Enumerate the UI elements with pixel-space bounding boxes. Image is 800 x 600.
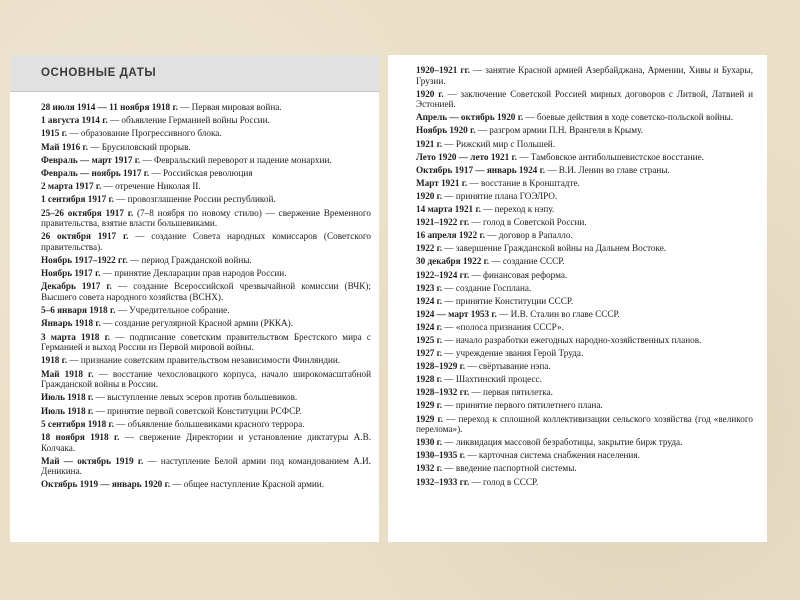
date-entry <box>416 256 753 267</box>
date-entry <box>416 463 753 474</box>
date-entry <box>41 268 371 279</box>
entry-text: — свёртывание нэпа. <box>465 361 551 372</box>
entry-date: 1 августа 1914 г. <box>41 115 108 126</box>
date-entry <box>416 374 753 385</box>
entry-text: — введение паспортной системы. <box>442 463 577 474</box>
date-entry <box>41 155 371 166</box>
date-entry <box>416 309 753 320</box>
date-entry <box>41 406 371 417</box>
date-entry <box>416 283 753 294</box>
date-entry <box>41 194 371 205</box>
entry-date: 1925 г. <box>416 334 443 345</box>
header-band <box>10 55 379 92</box>
entry-date: 30 декабря 1922 г. <box>416 256 490 267</box>
date-entry <box>416 361 753 372</box>
entry-date: 1918 г. <box>41 355 68 366</box>
entry-text: — финансовая реформа. <box>469 269 568 280</box>
date-entry <box>416 400 753 411</box>
date-entry <box>416 230 753 241</box>
entry-date: Май 1918 г. <box>41 368 94 379</box>
entry-date: 1915 г. <box>41 128 68 139</box>
entry-text: — принятие плана ГОЭЛРО. <box>442 190 558 201</box>
entry-date: 1932 г. <box>416 463 443 474</box>
entry-date: Ноябрь 1920 г. <box>416 125 476 136</box>
entry-date: Октябрь 1919 — январь 1920 г. <box>41 479 171 490</box>
entry-date: 5–6 января 1918 г. <box>41 305 116 316</box>
entry-text: — боевые действия в ходе советско-польской войны. <box>523 112 734 123</box>
entry-date: 1923 г. <box>416 282 443 293</box>
entry-date: Ноябрь 1917–1922 гг. <box>41 255 128 266</box>
date-entry <box>41 115 371 126</box>
date-entry <box>41 255 371 266</box>
date-entry <box>41 102 371 113</box>
date-entry <box>416 112 753 123</box>
entry-date: Февраль — ноябрь 1917 г. <box>41 167 150 178</box>
date-entry <box>416 152 753 163</box>
entry-text: — создание регулярной Красной армии (РККА). <box>100 318 293 329</box>
entry-date: 1924 — март 1953 г. <box>416 308 497 319</box>
entry-date: 1927 г. <box>416 348 443 359</box>
entry-date: 1929 г. <box>416 400 443 411</box>
date-entry <box>416 335 753 346</box>
entry-text: — выступление левых эсеров против большевиков. <box>93 392 298 403</box>
entry-date: 28 июля 1914 — 11 ноября 1918 г. <box>41 102 178 112</box>
entry-text: — принятие первого пятилетнего плана. <box>442 400 603 411</box>
entry-date: 16 апреля 1922 г. <box>416 230 485 241</box>
date-entry <box>416 437 753 448</box>
date-entry <box>41 369 371 390</box>
entry-text: — занятие Красной армией Азербайджана, Армении, Хивы и Бухары, Грузии. <box>416 65 753 86</box>
entry-text: — Февральский переворот и падение монархии. <box>140 154 332 165</box>
entry-date: Май — октябрь 1919 г. <box>41 455 144 466</box>
entry-text: — Тамбовское антибольшевистское восстание. <box>516 151 704 162</box>
entry-date: 1930–1935 г. <box>416 450 466 461</box>
section-title: ОСНОВНЫЕ ДАТЫ <box>41 67 157 79</box>
date-entry <box>416 387 753 398</box>
left-page <box>10 55 379 542</box>
date-entry <box>416 296 753 307</box>
entry-text: — «полоса признания СССР». <box>442 321 564 332</box>
date-entry <box>416 414 753 435</box>
entry-text: — И.В. Сталин во главе СССР. <box>496 308 620 319</box>
date-entry <box>41 231 371 252</box>
entry-date: 2 марта 1917 г. <box>41 181 102 192</box>
date-entry <box>416 322 753 333</box>
entry-date: 5 сентября 1918 г. <box>41 418 114 429</box>
entry-text: — подписание советским правительством Брестского мира с Германией и выход России из Первой мировой войны. <box>41 331 371 353</box>
right-page <box>388 55 767 542</box>
date-entry <box>41 332 371 353</box>
date-entry <box>416 89 753 110</box>
entry-text: — создание Госплана. <box>442 282 532 293</box>
entry-text: — объявление Германией войны России. <box>107 115 270 126</box>
entry-text: — Брусиловский прорыв. <box>87 141 191 152</box>
date-entry <box>41 392 371 403</box>
entry-date: Июль 1918 г. <box>41 405 94 416</box>
entry-text: — голод в Советской России. <box>469 217 587 228</box>
entry-text: — создание Всероссийской чрезвычайной комиссии (ВЧК); Высшего совета народного хозяйства (ВСНХ). <box>41 281 371 303</box>
entry-date: 1932–1933 гг. <box>416 476 470 487</box>
date-entry <box>41 142 371 153</box>
date-entry <box>416 139 753 150</box>
date-entry <box>41 281 371 302</box>
entry-date: 1920–1921 гг. <box>416 65 470 75</box>
date-entry <box>41 168 371 179</box>
entry-text: — Российская революция <box>149 167 253 178</box>
date-entry <box>41 318 371 329</box>
entry-date: 1930 г. <box>416 437 443 448</box>
entry-text: — договор в Рапалло. <box>484 230 573 241</box>
date-entry <box>416 243 753 254</box>
date-entry <box>416 450 753 461</box>
date-entry <box>416 204 753 215</box>
entry-text: — признание советским правительством независимости Финляндии. <box>67 355 341 366</box>
entry-text: — заключение Советской Россией мирных договоров с Литвой, Латвией и Эстонией. <box>416 88 753 110</box>
entry-date: 1924 г. <box>416 295 443 306</box>
date-entry <box>41 456 371 477</box>
entry-text: — восстание в Кронштадте. <box>467 177 580 188</box>
entry-text: — Рижский мир с Польшей. <box>442 138 556 149</box>
left-entries-list <box>41 92 371 490</box>
date-entry <box>416 270 753 281</box>
entry-date: Ноябрь 1917 г. <box>41 268 101 279</box>
date-entry <box>416 477 753 488</box>
entry-text: — восстание чехословацкого корпуса, начало широкомасштабной Гражданской войны в России. <box>41 368 371 390</box>
entry-text: — объявление большевиками красного террора. <box>113 418 305 429</box>
entry-text: — разгром армии П.Н. Врангеля в Крыму. <box>475 125 643 136</box>
entry-date: 3 марта 1918 г. <box>41 331 111 342</box>
entry-text: — отречение Николая II. <box>101 181 201 192</box>
entry-text: — создание СССР. <box>489 256 565 267</box>
entry-date: Январь 1918 г. <box>41 318 101 329</box>
entry-date: 14 марта 1921 г. <box>416 204 481 215</box>
entry-text: — наступление Белой армии под командованием А.И. Деникина. <box>41 455 371 477</box>
entry-text: (7–8 ноября по новому стилю) — свержение Временного правительства, взятие власти большевиками. <box>41 207 371 229</box>
entry-date: 1928–1929 г. <box>416 361 466 372</box>
entry-text: — принятие Конституции СССР. <box>442 295 574 306</box>
entry-date: 26 октября 1917 г. <box>41 231 129 242</box>
date-entry <box>416 217 753 228</box>
entry-date: Май 1916 г. <box>41 141 88 152</box>
entry-text: — свержение Директории и установление диктатуры А.В. Колчака. <box>41 431 372 453</box>
entry-text: — Шахтинский процесс. <box>442 374 542 385</box>
entry-date: 1922 г. <box>416 243 443 254</box>
entry-date: 1928 г. <box>416 374 443 385</box>
entry-date: 1929 г. <box>416 413 443 424</box>
date-entry <box>41 479 371 490</box>
date-entry <box>41 419 371 430</box>
entry-date: Октябрь 1917 — январь 1924 г. <box>416 164 546 175</box>
entry-text: — завершение Гражданской войны на Дальнем Востоке. <box>442 243 667 254</box>
entry-date: Июль 1918 г. <box>41 392 94 403</box>
date-entry <box>416 178 753 189</box>
entry-date: Лето 1920 — лето 1921 г. <box>416 151 517 162</box>
date-entry <box>416 65 753 86</box>
entry-text: — Учредительное собрание. <box>115 305 230 316</box>
date-entry <box>416 125 753 136</box>
entry-date: 1921 г. <box>416 138 443 149</box>
entry-date: 1920 г. <box>416 88 444 99</box>
entry-text: — образование Прогрессивного блока. <box>67 128 222 139</box>
date-entry <box>416 348 753 359</box>
date-entry <box>41 208 371 229</box>
entry-text: — общее наступление Красной армии. <box>170 479 325 490</box>
date-entry <box>416 191 753 202</box>
entry-date: 1922–1924 гг. <box>416 269 470 280</box>
entry-text: — принятие Декларации прав народов России. <box>100 268 287 279</box>
entry-text: — период Гражданской войны. <box>127 255 252 266</box>
entry-text: — провозглашение России республикой. <box>113 194 276 205</box>
entry-text: — ликвидация массовой безработицы, закрытие бирж труда. <box>442 437 683 448</box>
entry-text: — принятие первой советской Конституции РСФСР. <box>93 405 302 416</box>
entry-date: 1924 г. <box>416 321 443 332</box>
date-entry <box>41 181 371 192</box>
entry-date: Март 1921 г. <box>416 177 468 188</box>
date-entry <box>416 165 753 176</box>
entry-date: Апрель — октябрь 1920 г. <box>416 112 524 123</box>
entry-date: 18 ноября 1918 г. <box>41 431 120 442</box>
entry-text: — учреждение звания Герой Труда. <box>442 348 584 359</box>
entry-date: 25–26 октября 1917 г. <box>41 207 134 218</box>
date-entry <box>41 305 371 316</box>
entry-text: — создание Совета народных комиссаров (Советского правительства). <box>41 231 372 252</box>
entry-text: — голод в СССР. <box>469 476 539 487</box>
entry-date: 1920 г. <box>416 190 443 201</box>
right-entries-list <box>416 65 753 487</box>
entry-date: Декабрь 1917 г. <box>41 281 112 292</box>
entry-text: — Первая мировая война. <box>177 102 282 112</box>
entry-text: — переход к нэпу. <box>480 204 555 215</box>
entry-date: 1 сентября 1917 г. <box>41 194 114 205</box>
entry-date: Февраль — март 1917 г. <box>41 154 141 165</box>
entry-text: — В.И. Ленин во главе страны. <box>545 164 670 175</box>
date-entry <box>41 432 371 453</box>
date-entry <box>41 355 371 366</box>
entry-date: 1921–1922 гг. <box>416 217 470 228</box>
entry-text: — переход к сплошной коллективизации сельского хозяйства (год «великого перелома»). <box>416 413 753 435</box>
entry-date: 1928–1932 гг. <box>416 387 470 398</box>
date-entry <box>41 128 371 139</box>
entry-text: — начало разработки ежегодных народно-хозяйственных планов. <box>442 334 702 345</box>
entry-text: — первая пятилетка. <box>469 387 553 398</box>
entry-text: — карточная система снабжения населения. <box>465 450 640 461</box>
